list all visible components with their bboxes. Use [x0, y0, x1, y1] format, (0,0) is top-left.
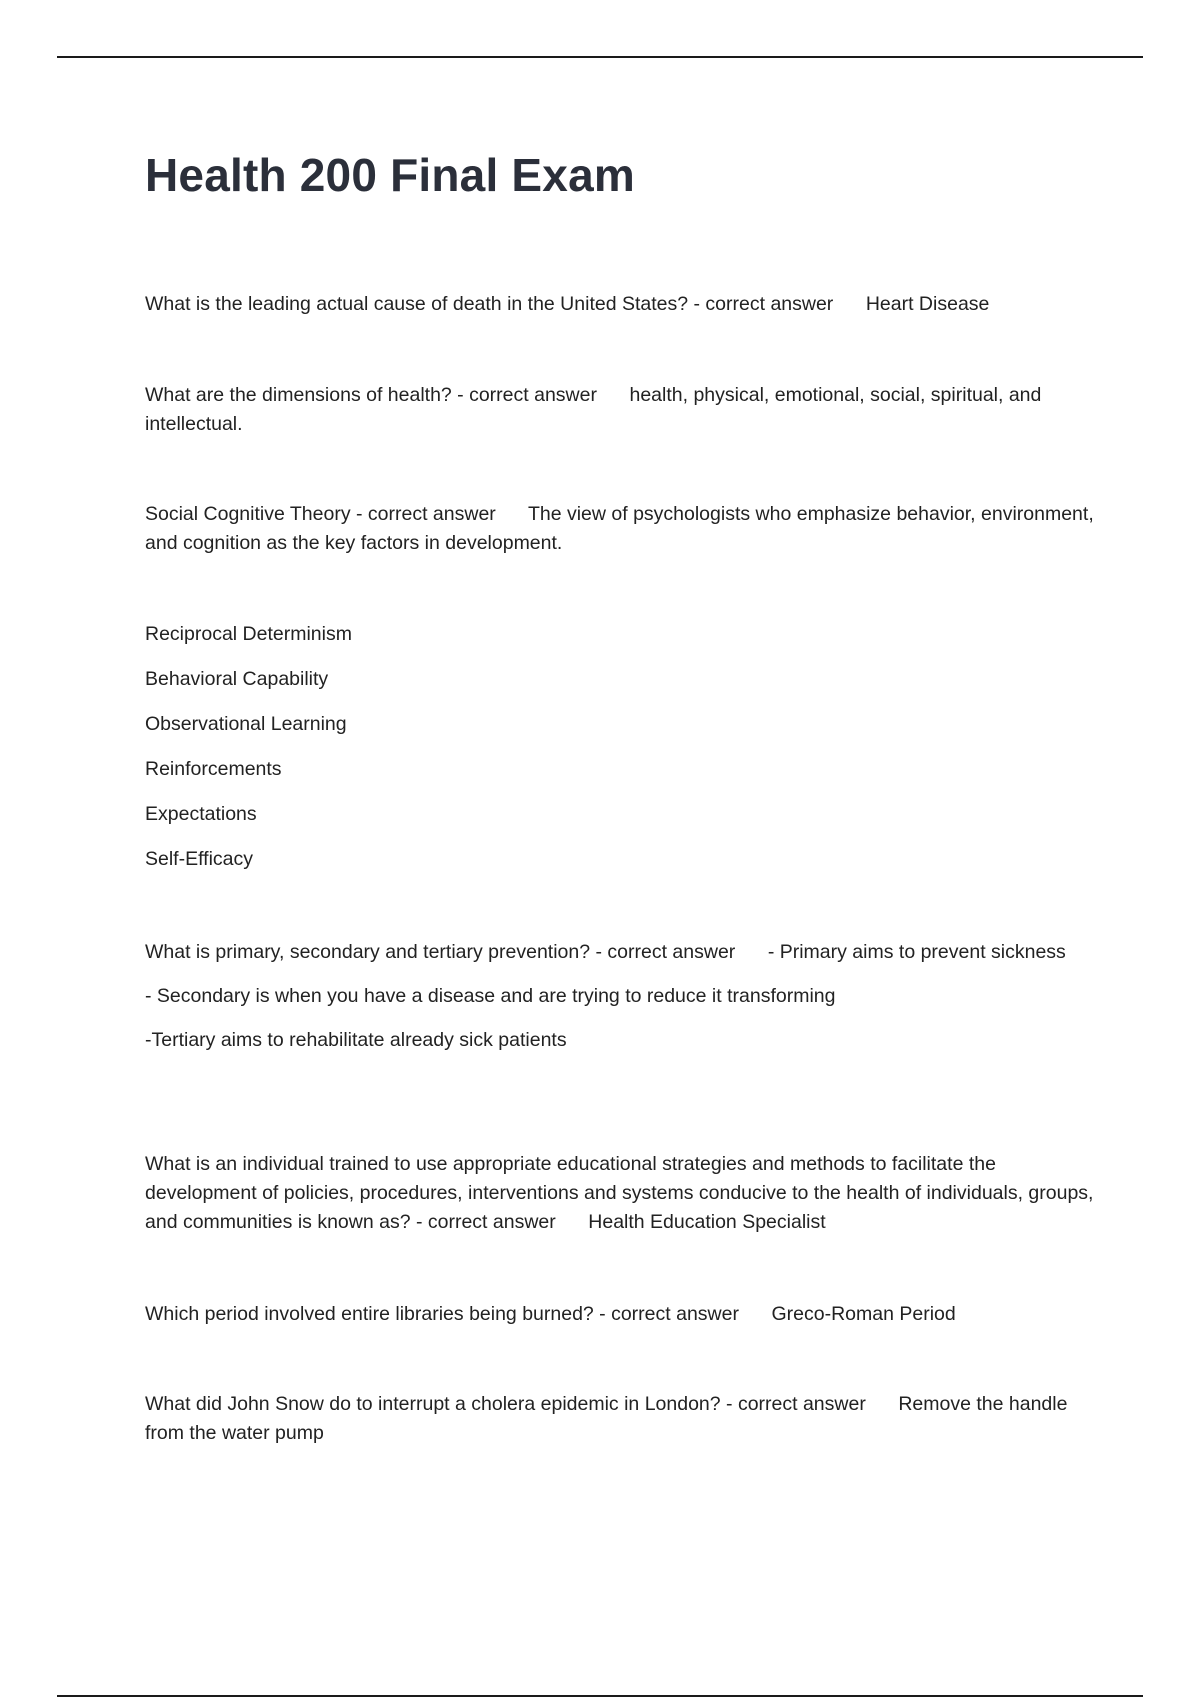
question-text: What are the dimensions of health? - correct answer — [145, 384, 597, 406]
question-text: What did John Snow do to interrupt a cholera epidemic in London? - correct answer — [145, 1393, 866, 1415]
answer-line: -Tertiary aims to rehabilitate already sick patients — [145, 1029, 567, 1051]
answer-text: Health Education Specialist — [588, 1211, 826, 1233]
answer-text: The view of psychologists who emphasize behavior, environment, and cognition as the key factors in development. — [145, 503, 1094, 554]
answer-text: Greco-Roman Period — [771, 1303, 956, 1325]
qa-item — [145, 1300, 1095, 1329]
list-item: Reinforcements — [145, 758, 282, 780]
answer-text: Heart Disease — [865, 293, 990, 315]
qa-paragraph — [145, 1150, 1095, 1237]
qa-item — [145, 290, 1095, 319]
qa-paragraph — [145, 1300, 1095, 1329]
list-item: Reciprocal Determinism — [145, 623, 352, 645]
question-text: What is an individual trained to use appropriate educational strategies and methods to facilitate the development of policies, procedures, interventions and systems conducive to the health of individuals, groups, and communities is known as? - correct answer — [145, 1153, 1094, 1233]
answer-text: health, physical, emotional, social, spiritual, and intellectual. — [145, 384, 1042, 435]
answer-text: - Primary aims to prevent sickness — [767, 941, 1066, 963]
answer-text: Remove the handle from the water pump — [145, 1393, 1068, 1444]
list-item: Expectations — [145, 803, 257, 825]
list-item: Observational Learning — [145, 713, 347, 735]
list-item: Self-Efficacy — [145, 848, 254, 870]
question-text: Which period involved entire libraries being burned? - correct answer — [145, 1303, 739, 1325]
list-item: Behavioral Capability — [145, 668, 329, 690]
qa-paragraph — [145, 290, 1095, 319]
question-text: Social Cognitive Theory - correct answer — [145, 503, 496, 525]
qa-item — [145, 1390, 1095, 1448]
qa-paragraph — [145, 500, 1095, 558]
qa-paragraph — [145, 1390, 1095, 1448]
document-page — [145, 140, 1095, 1444]
answer-line: - Secondary is when you have a disease and are trying to reduce it transforming — [145, 985, 836, 1007]
qa-item — [145, 500, 1095, 558]
qa-item — [145, 1150, 1095, 1237]
question-text: What is primary, secondary and tertiary prevention? - correct answer — [145, 941, 736, 963]
question-text: What is the leading actual cause of death in the United States? - correct answer — [145, 293, 834, 315]
bottom-rule — [57, 1695, 1143, 1697]
qa-item — [145, 938, 1095, 1055]
qa-paragraph — [145, 381, 1095, 439]
qa-paragraph — [145, 938, 1095, 967]
document-title: Health 200 Final Exam — [145, 149, 635, 201]
qa-item — [145, 381, 1095, 439]
top-rule — [57, 56, 1143, 58]
theory-constructs-list — [145, 620, 1095, 890]
